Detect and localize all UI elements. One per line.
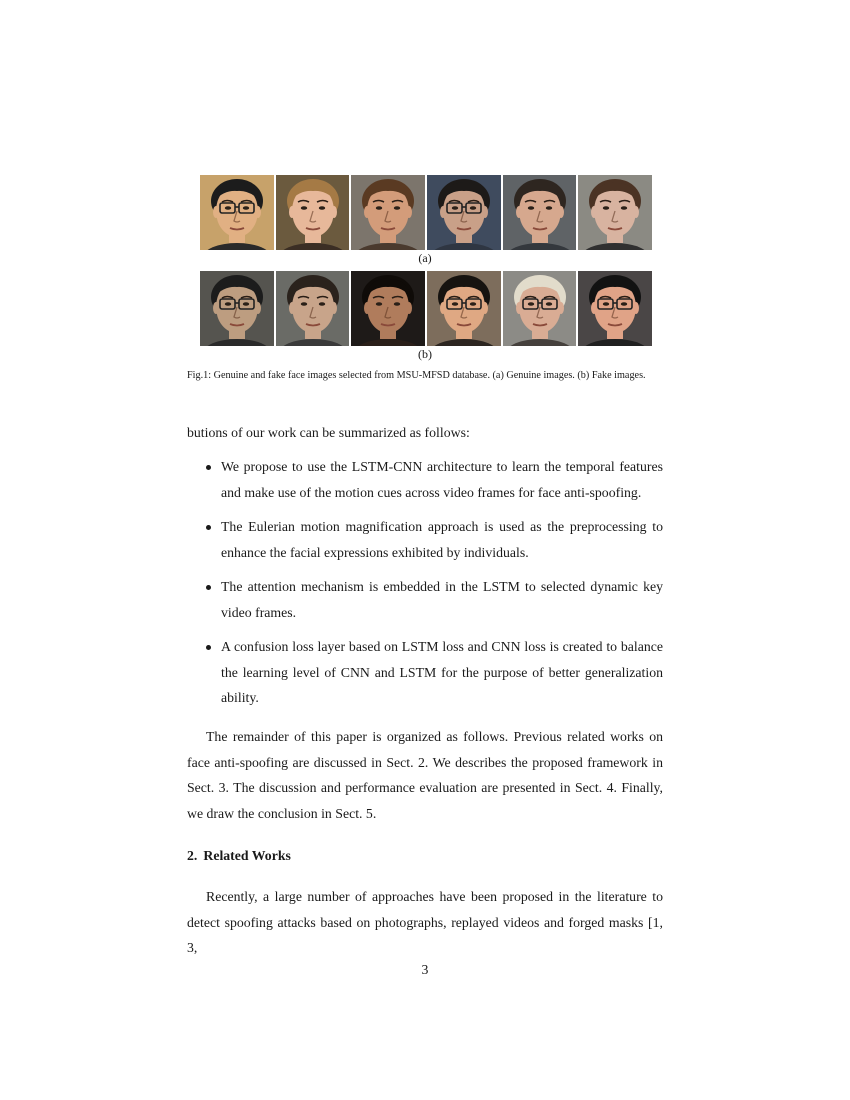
related-works-paragraph: Recently, a large number of approaches have been proposed in the literature to detect spoofing attacks based on photographs, replayed videos and forged masks [1, 3, (187, 889, 663, 955)
contribution-item (187, 574, 663, 625)
fake-face-6 (578, 271, 652, 346)
fake-face-3 (351, 271, 425, 346)
subfigure-label-b: (b) (418, 347, 432, 361)
contribution-text: The attention mechanism is embedded in the LSTM to selected dynamic key video frames. (221, 579, 663, 620)
genuine-face-4 (427, 175, 501, 250)
bullet-icon (206, 585, 211, 590)
fake-face-4 (427, 271, 501, 346)
figure-caption: Fig.1: Genuine and fake face images selected from MSU-MFSD database. (a) Genuine images. (b) Fake images. (187, 370, 646, 381)
contribution-item (187, 454, 663, 505)
contribution-text: The Eulerian motion magnification approach is used as the preprocessing to enhance the facial expressions exhibited by individuals. (221, 519, 663, 560)
paper-organization-paragraph: The remainder of this paper is organized as follows. Previous related works on face anti-spoofing are discussed in Sect. 2. We describes the proposed framework in Sect. 3. The discussion and performance evaluation are presented in Sect. 4. Finally, we draw the conclusion in Sect. 5. (187, 729, 663, 821)
subfigure-label-a: (a) (418, 251, 432, 265)
contribution-item (187, 514, 663, 565)
contribution-text: A confusion loss layer based on LSTM loss and CNN loss is created to balance the learning level of CNN and LSTM for the purpose of better generalization ability. (221, 639, 663, 705)
bullet-icon (206, 465, 211, 470)
genuine-face-2 (276, 175, 350, 250)
genuine-face-row (200, 175, 652, 250)
contribution-item (187, 634, 663, 711)
genuine-face-1 (200, 175, 274, 250)
fake-face-row (200, 271, 652, 346)
section-title: Related Works (203, 848, 291, 863)
genuine-face-5 (503, 175, 577, 250)
genuine-face-6 (578, 175, 652, 250)
bullet-icon (206, 525, 211, 530)
section-heading (187, 848, 291, 864)
contributions-list (187, 454, 663, 720)
genuine-face-3 (351, 175, 425, 250)
fake-face-1 (200, 271, 274, 346)
fake-face-5 (503, 271, 577, 346)
page-number: 3 (421, 962, 429, 977)
bullet-icon (206, 645, 211, 650)
contributions-lead: butions of our work can be summarized as follows: (187, 425, 470, 440)
contribution-text: We propose to use the LSTM-CNN architecture to learn the temporal features and make use of the motion cues across video frames for face anti-spoofing. (221, 459, 663, 500)
section-number: 2. (187, 848, 198, 863)
fake-face-2 (276, 271, 350, 346)
